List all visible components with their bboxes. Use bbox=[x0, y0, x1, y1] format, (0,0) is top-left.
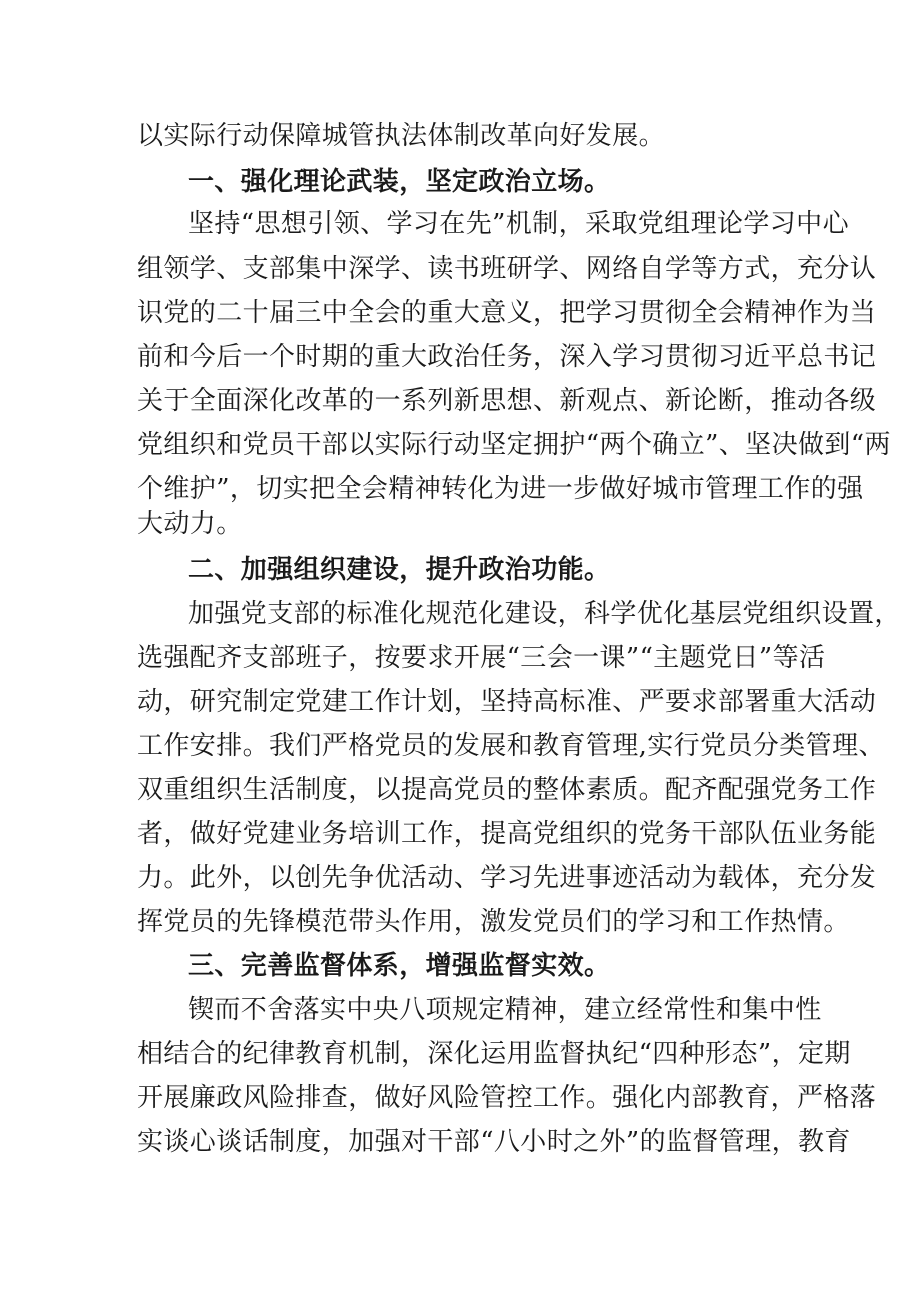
paragraph-line: 双重组织生活制度，以提高党员的整体素质。配齐配强党务工作 bbox=[137, 775, 877, 805]
paragraph-line: 力。此外，以创先争优活动、学习先进事迹活动为载体，充分发 bbox=[137, 863, 877, 893]
section-heading-1: 一、强化理论武装，坚定政治立场。 bbox=[188, 167, 611, 197]
paragraph-line: 坚持“思想引领、学习在先”机制，采取党组理论学习中心 bbox=[188, 209, 849, 239]
paragraph-line: 锲而不舍落实中央八项规定精神，建立经常性和集中性 bbox=[188, 995, 822, 1025]
section-heading-3: 三、完善监督体系，增强监督实效。 bbox=[188, 951, 611, 981]
paragraph-line: 相结合的纪律教育机制，深化运用监督执纪“四种形态”，定期 bbox=[137, 1039, 851, 1069]
paragraph-line: 动，研究制定党建工作计划，坚持高标准、严要求部署重大活动 bbox=[137, 687, 877, 717]
paragraph-line: 者，做好党建业务培训工作，提高党组织的党务干部队伍业务能 bbox=[137, 819, 877, 849]
paragraph-line: 组领学、支部集中深学、读书班研学、网络自学等方式，充分认 bbox=[137, 254, 877, 284]
paragraph-line: 党组织和党员干部以实际行动坚定拥护“两个确立”、坚决做到“两 bbox=[137, 430, 891, 460]
paragraph-line: 前和今后一个时期的重大政治任务，深入学习贯彻习近平总书记 bbox=[137, 342, 877, 372]
paragraph-line: 开展廉政风险排查，做好风险管控工作。强化内部教育，严格落 bbox=[137, 1083, 877, 1113]
paragraph-line: 工作安排。我们严格党员的发展和教育管理,实行党员分类管理、 bbox=[137, 731, 885, 761]
paragraph-line: 个维护”，切实把全会精神转化为进一步做好城市管理工作的强 bbox=[137, 474, 864, 504]
paragraph-line: 以实际行动保障城管执法体制改革向好发展。 bbox=[137, 121, 666, 151]
paragraph-line: 实谈心谈话制度，加强对干部“八小时之外”的监督管理，教育 bbox=[137, 1127, 851, 1157]
section-heading-2: 二、加强组织建设，提升政治功能。 bbox=[188, 555, 611, 585]
paragraph-line: 挥党员的先锋模范带头作用，激发党员们的学习和工作热情。 bbox=[137, 907, 850, 937]
paragraph-line: 大动力。 bbox=[137, 509, 243, 539]
paragraph-line: 识党的二十届三中全会的重大意义，把学习贯彻全会精神作为当 bbox=[137, 298, 877, 328]
paragraph-line: 关于全面深化改革的一系列新思想、新观点、新论断，推动各级 bbox=[137, 386, 877, 416]
paragraph-line: 选强配齐支部班子，按要求开展“三会一课”“主题党日”等活 bbox=[137, 643, 826, 673]
paragraph-line: 加强党支部的标准化规范化建设，科学优化基层党组织设置， bbox=[188, 599, 901, 629]
